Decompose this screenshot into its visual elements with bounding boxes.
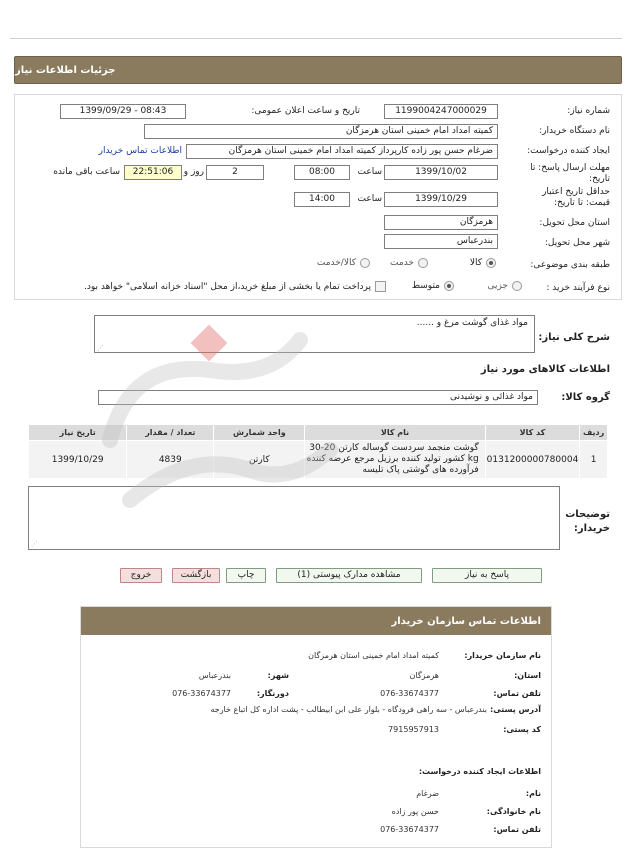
contact-phone: 076-33674377 bbox=[380, 689, 439, 698]
contact-province-label: استان: bbox=[514, 671, 541, 680]
col-header-code: کد کالا bbox=[485, 425, 580, 441]
radio-selected-icon[interactable] bbox=[486, 258, 496, 268]
category-option-goods[interactable]: کالا bbox=[470, 258, 496, 268]
contact-phone-label: تلفن تماس: bbox=[493, 689, 541, 698]
deadline-label-date: تاریخ: bbox=[589, 174, 610, 184]
goods-table bbox=[28, 424, 608, 479]
cell-row: 1 bbox=[580, 441, 608, 479]
buyer-notes-label: توضیحات خریدار: bbox=[565, 509, 610, 534]
radio-icon[interactable] bbox=[512, 281, 522, 291]
cell-date: 1399/10/29 bbox=[29, 441, 127, 479]
contact-org: کمیته امداد امام خمینی استان هرمزگان bbox=[308, 651, 439, 660]
creator-label: ایجاد کننده درخواست: bbox=[527, 146, 610, 156]
creator-name-label: نام: bbox=[525, 789, 541, 798]
validity-hour-field[interactable]: 14:00 bbox=[294, 192, 350, 207]
days-field[interactable]: 2 bbox=[206, 165, 264, 180]
resize-handle-icon[interactable]: ⋰ bbox=[97, 344, 104, 352]
checkbox-icon[interactable] bbox=[375, 281, 386, 292]
city-label: شهر محل تحویل: bbox=[544, 238, 610, 248]
radio-selected-icon[interactable] bbox=[444, 281, 454, 291]
contact-header bbox=[81, 607, 551, 635]
col-header-row: ردیف bbox=[580, 425, 608, 441]
contact-postal-label: کد پستی: bbox=[503, 725, 541, 734]
contact-panel bbox=[80, 606, 552, 848]
buyer-contact-link[interactable]: اطلاعات تماس خریدار bbox=[98, 146, 182, 156]
announce-label: تاریخ و ساعت اعلان عمومی: bbox=[251, 106, 360, 116]
reply-button[interactable]: پاسخ به نیاز bbox=[432, 568, 542, 583]
deadline-hour-field[interactable]: 08:00 bbox=[294, 165, 350, 180]
validity-label-date: قیمت: تا تاریخ: bbox=[554, 198, 610, 208]
validity-hour-label: ساعت bbox=[357, 194, 382, 204]
top-divider bbox=[10, 38, 622, 39]
creator-info-title: اطلاعات ایجاد کننده درخواست: bbox=[418, 767, 541, 776]
page-title: جزئیات اطلاعات نیاز bbox=[15, 64, 116, 76]
contact-address-label: آدرس پستی: bbox=[490, 705, 541, 714]
remaining-time-field: 22:51:06 bbox=[124, 165, 182, 180]
deadline-date-field[interactable]: 1399/10/02 bbox=[384, 165, 498, 180]
contact-address: بندرعباس - سه راهی فرودگاه - بلوار علی ابن ابیطالب - پشت اداره کل اتباع خارجه bbox=[210, 705, 487, 714]
contact-province: هرمزگان bbox=[409, 671, 439, 680]
table-row bbox=[29, 441, 608, 479]
buyer-notes-field[interactable] bbox=[28, 486, 560, 550]
back-button[interactable]: بازگشت bbox=[172, 568, 220, 583]
creator-name: ضرغام bbox=[416, 789, 439, 798]
cell-unit: کارتن bbox=[214, 441, 305, 479]
buyer-org-label: نام دستگاه خریدار: bbox=[539, 126, 610, 136]
description-field[interactable] bbox=[94, 315, 535, 353]
deadline-label: مهلت ارسال پاسخ: تا bbox=[530, 163, 610, 173]
category-option-service[interactable]: خدمت bbox=[390, 258, 428, 268]
creator-family: حسن پور زاده bbox=[391, 807, 439, 816]
exit-button[interactable]: خروج bbox=[120, 568, 162, 583]
creator-phone-label: تلفن تماس: bbox=[493, 825, 541, 834]
remaining-label: ساعت باقی مانده bbox=[53, 167, 120, 177]
contact-postal: 7915957913 bbox=[388, 725, 439, 734]
cell-code: 0131200000780004 bbox=[485, 441, 580, 479]
contact-city: بندرعباس bbox=[198, 671, 231, 680]
deadline-hour-label: ساعت bbox=[357, 167, 382, 177]
province-label: استان محل تحویل: bbox=[539, 218, 610, 228]
process-label: نوع فرآیند خرید : bbox=[546, 283, 610, 293]
print-button[interactable]: چاپ bbox=[226, 568, 266, 583]
need-number-label: شماره نیاز: bbox=[567, 106, 610, 116]
description-label: شرح کلی نیاز: bbox=[538, 332, 610, 343]
validity-date-field[interactable]: 1399/10/29 bbox=[384, 192, 498, 207]
announce-field[interactable]: 1399/09/29 - 08:43 bbox=[60, 104, 186, 119]
treasury-option[interactable] bbox=[84, 281, 386, 292]
creator-family-label: نام خانوادگی: bbox=[486, 807, 541, 816]
contact-city-label: شهر: bbox=[267, 671, 289, 680]
days-label: روز و bbox=[183, 167, 204, 177]
category-option-both[interactable]: کالا/خدمت bbox=[317, 258, 370, 268]
category-label: طبقه بندی موضوعی: bbox=[530, 260, 610, 270]
goods-group-field[interactable]: مواد غذائی و نوشیدنی bbox=[98, 390, 538, 405]
page-header bbox=[14, 56, 622, 84]
contact-title: اطلاعات تماس سازمان خریدار bbox=[391, 615, 541, 627]
creator-field[interactable]: ضرغام حسن پور زاده کارپرداز کمیته امداد امام خمینی استان هرمزگان bbox=[186, 144, 498, 159]
goods-group-label: گروه کالا: bbox=[561, 392, 610, 403]
process-option-medium[interactable]: متوسط bbox=[412, 281, 454, 291]
radio-icon[interactable] bbox=[360, 258, 370, 268]
buyer-org-field[interactable]: کمیته امداد امام خمینی استان هرمزگان bbox=[144, 124, 498, 139]
col-header-date: تاریخ نیاز bbox=[29, 425, 127, 441]
resize-handle-icon[interactable]: ⋰ bbox=[31, 540, 38, 548]
col-header-unit: واحد شمارش bbox=[214, 425, 305, 441]
col-header-qty: تعداد / مقدار bbox=[127, 425, 214, 441]
col-header-name: نام کالا bbox=[305, 425, 485, 441]
city-field[interactable]: بندرعباس bbox=[384, 234, 498, 249]
cell-qty: 4839 bbox=[127, 441, 214, 479]
attachments-button[interactable]: مشاهده مدارک پیوستی (1) bbox=[276, 568, 422, 583]
contact-fax-label: دورنگار: bbox=[256, 689, 289, 698]
cell-name: گوشت منجمد سردست گوساله کارتن 20-30 kg کشور تولید کننده برزیل مرجع عرضه کننده فرآورده های گوشتی پاک تلیسه bbox=[305, 441, 485, 479]
contact-org-label: نام سازمان خریدار: bbox=[464, 651, 541, 660]
goods-section-title: اطلاعات کالاهای مورد نیاز bbox=[480, 364, 610, 375]
need-number-field[interactable]: 1199004247000029 bbox=[384, 104, 498, 119]
creator-phone: 076-33674377 bbox=[380, 825, 439, 834]
province-field[interactable]: هرمزگان bbox=[384, 215, 498, 230]
contact-fax: 076-33674377 bbox=[172, 689, 231, 698]
radio-icon[interactable] bbox=[418, 258, 428, 268]
validity-label: حداقل تاریخ اعتبار bbox=[542, 187, 610, 197]
treasury-note: پرداخت تمام یا بخشی از مبلغ خرید،از محل "اسناد خزانه اسلامی" خواهد بود. bbox=[83, 281, 371, 292]
description-text: مواد غذای گوشت مرغ و ...... bbox=[416, 318, 528, 328]
process-option-minor[interactable]: جزیی bbox=[487, 281, 522, 291]
